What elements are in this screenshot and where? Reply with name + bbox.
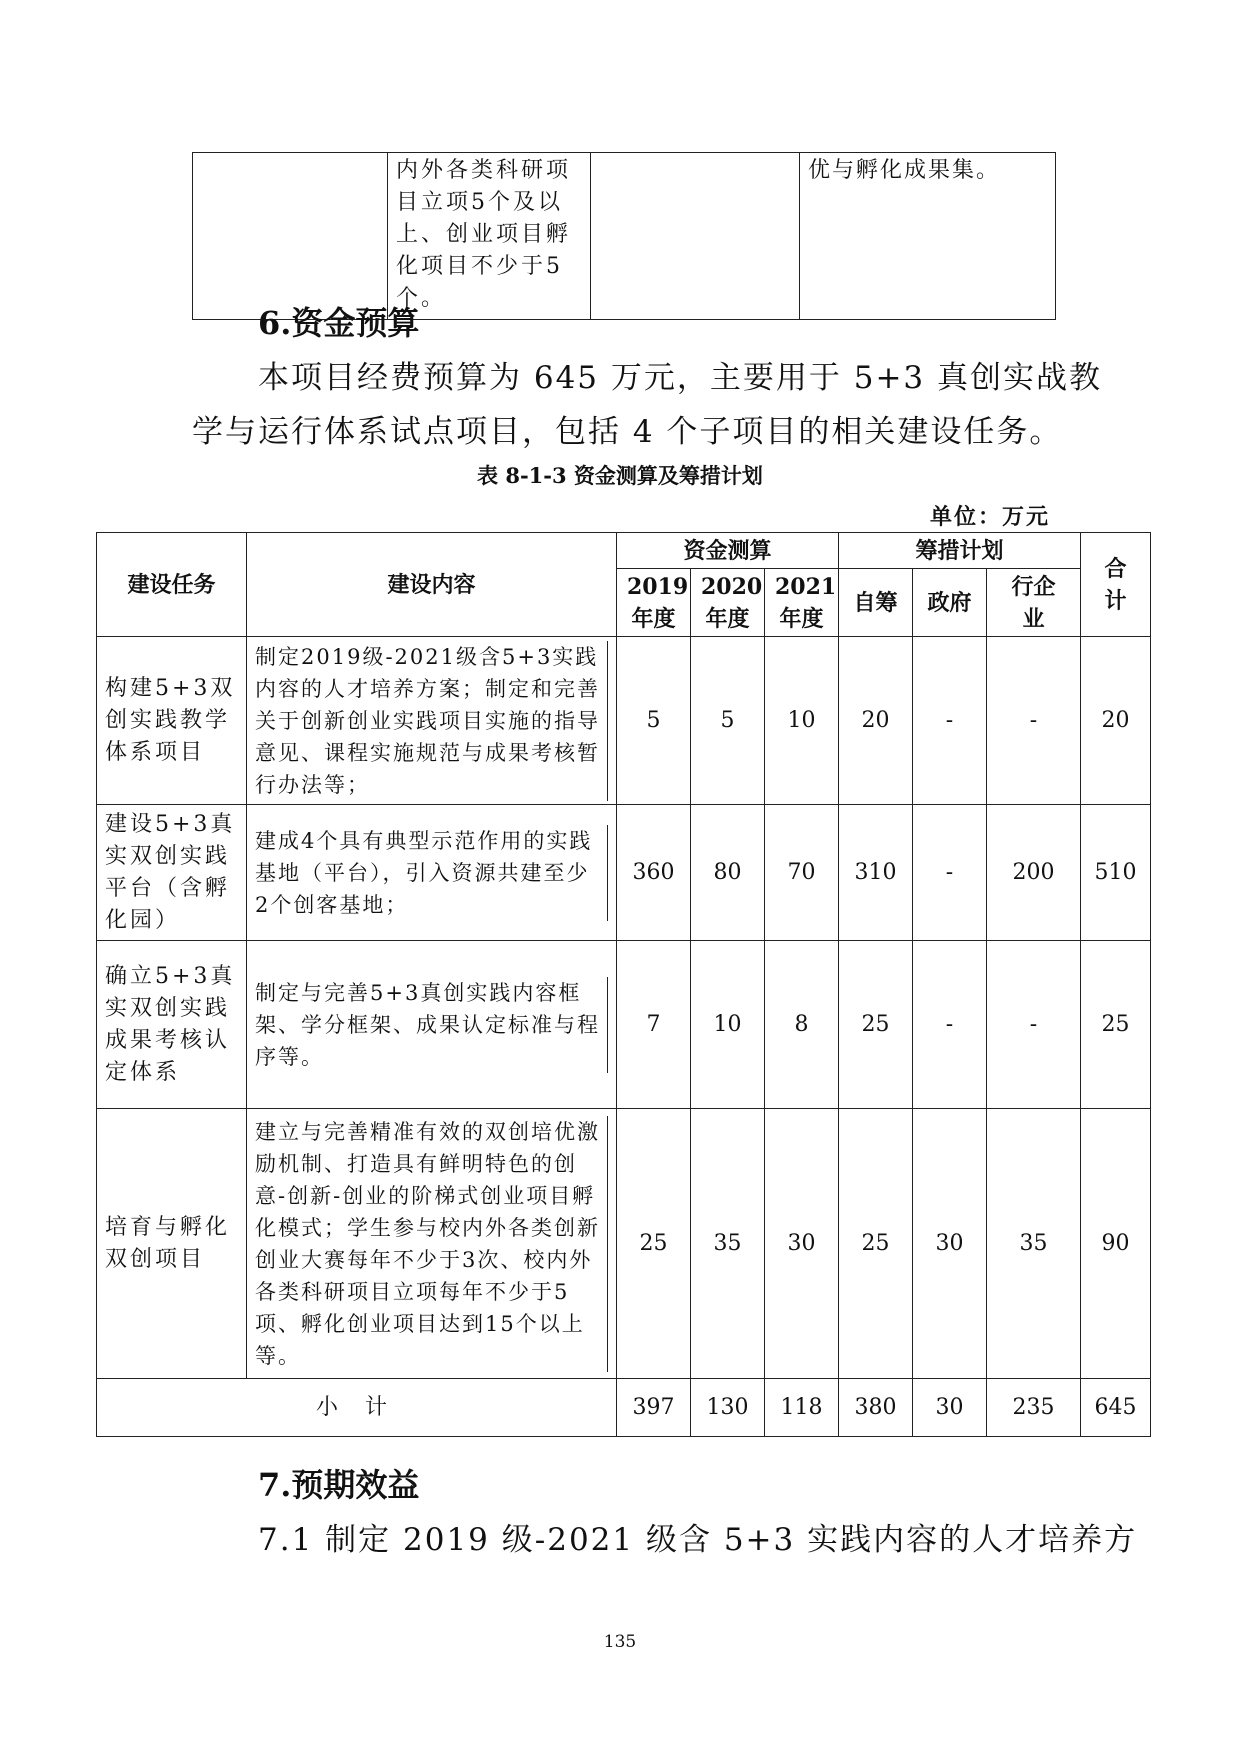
table-row bbox=[193, 153, 1056, 320]
header-total: 合计 bbox=[1081, 533, 1151, 637]
value-industry: - bbox=[987, 941, 1081, 1109]
table-caption: 表 8-1-3 资金测算及筹措计划 bbox=[477, 463, 763, 488]
section-7-paragraph-line-1: 7.1 制定 2019 级-2021 级含 5+3 实践内容的人才培养方 bbox=[258, 1522, 1138, 1558]
header-plan-group: 筹措计划 bbox=[839, 533, 1081, 569]
value-2021: 8 bbox=[765, 941, 839, 1109]
subtotal-row bbox=[97, 1379, 1151, 1437]
header-content: 建设内容 bbox=[247, 533, 617, 637]
header-task: 建设任务 bbox=[97, 533, 247, 637]
section-6-heading: 6.资金预算 bbox=[258, 304, 420, 342]
row-task: 构建5+3双创实践教学体系项目 bbox=[97, 637, 247, 805]
subtotal-2019: 397 bbox=[617, 1379, 691, 1437]
section-7-heading: 7.预期效益 bbox=[258, 1466, 420, 1504]
table-row bbox=[97, 1109, 1151, 1379]
unit-label: 单位：万元 bbox=[929, 504, 1050, 530]
row-task: 建设5+3真实双创实践平台（含孵化园） bbox=[97, 805, 247, 941]
section-6-paragraph-line-2: 学与运行体系试点项目，包括 4 个子项目的相关建设任务。 bbox=[192, 414, 1063, 450]
value-2020: 10 bbox=[691, 941, 765, 1109]
row-content-text: 建立与完善精准有效的双创培优激励机制、打造具有鲜明特色的创意-创新-创业的阶梯式创业项目孵化模式；学生参与校内外各类创新创业大赛每年不少于3次、校内外各类科研项目立项每年不少于5项、孵化创业项目达到15个以上等。 bbox=[255, 1116, 608, 1372]
continuation-cell-3 bbox=[591, 153, 800, 320]
value-industry: 35 bbox=[987, 1109, 1081, 1379]
header-year-2020: 2020年度 bbox=[691, 569, 765, 637]
value-2021: 10 bbox=[765, 637, 839, 805]
value-2020: 80 bbox=[691, 805, 765, 941]
header-self-funded: 自筹 bbox=[839, 569, 913, 637]
row-content bbox=[247, 941, 617, 1109]
continuation-cell-4: 优与孵化成果集。 bbox=[800, 153, 1056, 320]
continuation-cell-1 bbox=[193, 153, 388, 320]
page-number: 135 bbox=[603, 1632, 637, 1652]
value-self-funded: 20 bbox=[839, 637, 913, 805]
row-content-text: 制定与完善5+3真创实践内容框架、学分框架、成果认定标准与程序等。 bbox=[255, 977, 608, 1073]
value-2019: 5 bbox=[617, 637, 691, 805]
row-content bbox=[247, 637, 617, 805]
value-total: 510 bbox=[1081, 805, 1151, 941]
row-content-text: 制定2019级-2021级含5+3实践内容的人才培养方案；制定和完善关于创新创业实践项目实施的指导意见、课程实施规范与成果考核暂行办法等； bbox=[255, 641, 608, 801]
value-2019: 360 bbox=[617, 805, 691, 941]
continuation-table bbox=[192, 152, 1056, 320]
value-2021: 30 bbox=[765, 1109, 839, 1379]
value-2019: 7 bbox=[617, 941, 691, 1109]
header-government: 政府 bbox=[913, 569, 987, 637]
budget-table bbox=[96, 532, 1151, 1437]
value-government: - bbox=[913, 805, 987, 941]
table-row bbox=[97, 805, 1151, 941]
value-2021: 70 bbox=[765, 805, 839, 941]
subtotal-government: 30 bbox=[913, 1379, 987, 1437]
value-self-funded: 25 bbox=[839, 1109, 913, 1379]
section-6-paragraph-line-1: 本项目经费预算为 645 万元，主要用于 5+3 真创实战教 bbox=[258, 360, 1103, 396]
table-row bbox=[97, 637, 1151, 805]
header-estimate-group: 资金测算 bbox=[617, 533, 839, 569]
header-industry: 行企业 bbox=[987, 569, 1081, 637]
value-industry: 200 bbox=[987, 805, 1081, 941]
value-government: - bbox=[913, 637, 987, 805]
value-total: 25 bbox=[1081, 941, 1151, 1109]
value-industry: - bbox=[987, 637, 1081, 805]
subtotal-2021: 118 bbox=[765, 1379, 839, 1437]
table-row bbox=[97, 941, 1151, 1109]
header-year-2019: 2019年度 bbox=[617, 569, 691, 637]
row-content bbox=[247, 1109, 617, 1379]
value-self-funded: 310 bbox=[839, 805, 913, 941]
continuation-cell-2: 内外各类科研项目立项5个及以上、创业项目孵化项目不少于5个。 bbox=[388, 153, 591, 320]
table-header-row bbox=[97, 533, 1151, 569]
value-government: 30 bbox=[913, 1109, 987, 1379]
subtotal-self-funded: 380 bbox=[839, 1379, 913, 1437]
value-2020: 35 bbox=[691, 1109, 765, 1379]
header-year-2021: 2021年度 bbox=[765, 569, 839, 637]
value-government: - bbox=[913, 941, 987, 1109]
value-total: 20 bbox=[1081, 637, 1151, 805]
subtotal-industry: 235 bbox=[987, 1379, 1081, 1437]
row-content bbox=[247, 805, 617, 941]
subtotal-2020: 130 bbox=[691, 1379, 765, 1437]
value-2019: 25 bbox=[617, 1109, 691, 1379]
row-task: 确立5+3真实双创实践成果考核认定体系 bbox=[97, 941, 247, 1109]
subtotal-total: 645 bbox=[1081, 1379, 1151, 1437]
value-self-funded: 25 bbox=[839, 941, 913, 1109]
value-total: 90 bbox=[1081, 1109, 1151, 1379]
row-task: 培育与孵化双创项目 bbox=[97, 1109, 247, 1379]
row-content-text: 建成4个具有典型示范作用的实践基地（平台），引入资源共建至少2个创客基地； bbox=[255, 825, 608, 921]
subtotal-label: 小 计 bbox=[97, 1379, 617, 1437]
value-2020: 5 bbox=[691, 637, 765, 805]
